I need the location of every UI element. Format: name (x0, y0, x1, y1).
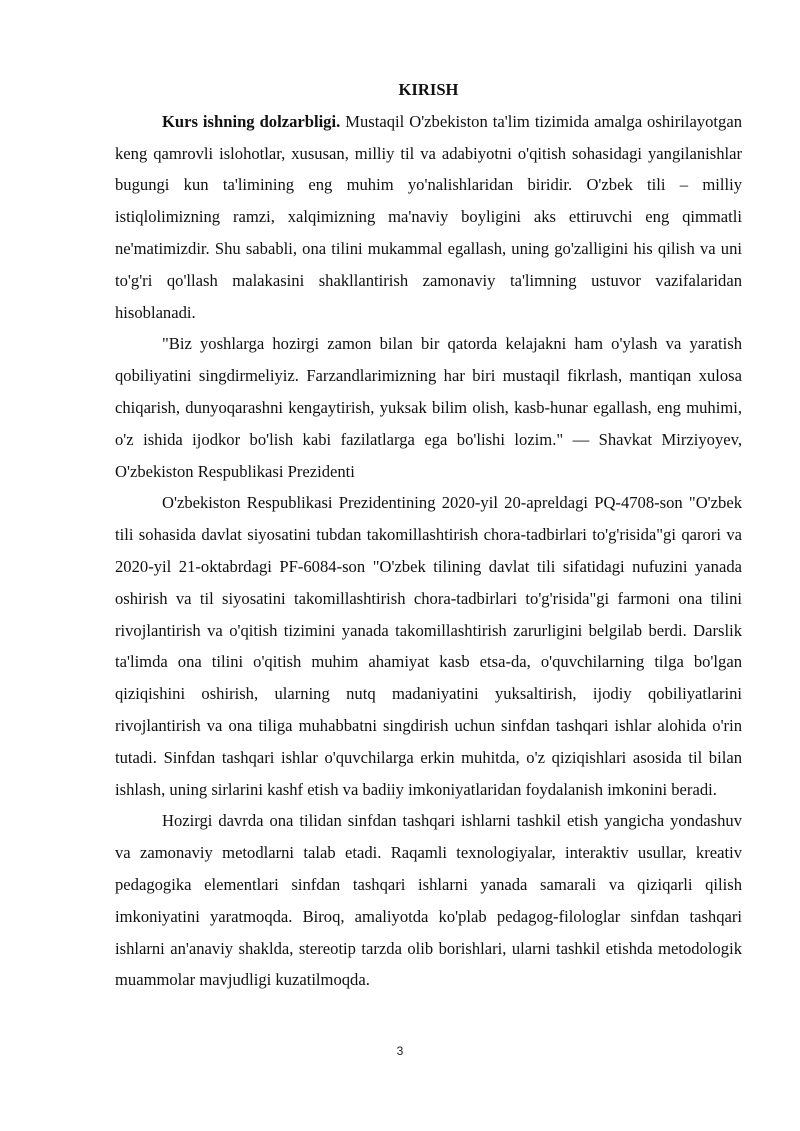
page-content (115, 74, 742, 996)
paragraph-decrees: O'zbekiston Respublikasi Prezidentining 2020-yil 20-apreldagi PQ-4708-son "O'zbek tili sohasida davlat siyosatini tubdan takomillashtirish chora-tadbirlari to'g'risida"gi qarori va 2020-yil 21-oktabrdagi PF-6084-son "O'zbek tilining davlat tili sifatidagi nufuzini yanada oshirish va til siyosatini takomillashtirish chora-tadbirlari to'g'risida"gi farmoni ona tilini rivojlantirish va o'qitish tizimini yanada takomillashtirish zarurligini belgilab berdi. Darslik ta'limda ona tilini o'qitish muhim ahamiyat kasb etsa-da, o'quvchilarning tilga bo'lgan qiziqishini oshirish, ularning nutq madaniyatini yuksaltirish, ijodiy qobiliyatlarini rivojlantirish va ona tiliga muhabbatni singdirish uchun sinfdan tashqari ishlar alohida o'rin tutadi. Sinfdan tashqari ishlar o'quvchilarga erkin muhitda, o'z qiziqishlari asosida til bilan ishlash, uning sirlarini kashf etish va badiiy imkoniyatlaridan foydalanish imkonini beradi. (115, 493, 742, 799)
paragraph-modern-approach: Hozirgi davrda ona tilidan sinfdan tashqari ishlarni tashkil etish yangicha yondashuv va zamonaviy metodlarni talab etadi. Raqamli texnologiyalar, interaktiv usullar, kreativ pedagogika elementlari sinfdan tashqari ishlarni yanada samarali va qiziqarli qilish imkoniyatini yaratmoqda. Biroq, amaliyotda ko'plab pedagog-filologlar sinfdan tashqari ishlarni an'anaviy shaklda, stereotip tarzda olib borishlari, ularni tashkil etishda metodologik muammolar mavjudligi kuzatilmoqda. (115, 811, 742, 990)
paragraph-relevance (115, 106, 742, 329)
paragraph-lead: Kurs ishning dolzarbligi. (162, 111, 341, 131)
page-number: 3 (396, 1044, 404, 1058)
paragraph-text: Mustaqil O'zbekiston ta'lim tizimida amalga oshirilayotgan keng qamrovli islohotlar, xususan, milliy til va adabiyotni o'qitish sohasidagi yangilanishlar bugungi kun ta'limining eng muhim yo'nalishlaridan biridir. O'zbek tili – milliy istiqlolimizning ramzi, xalqimizning ma'naviy boyligini aks ettiruvchi eng qimmatli ne'matimizdir. Shu sababli, ona tilini mukammal egallash, uning go'zalligini his qilish va uni to'g'ri qo'llash malakasini shakllantirish zamonaviy ta'limning ustuvor vazifalaridan hisoblanadi. (115, 111, 742, 322)
section-heading: KIRISH (398, 80, 459, 99)
paragraph-quote: "Biz yoshlarga hozirgi zamon bilan bir qatorda kelajakni ham o'ylash va yaratish qobiliyatini singdirmeliyiz. Farzandlarimizning har biri mustaqil fikrlash, mantiqan xulosa chiqarish, dunyoqarashni kengaytirish, yuksak bilim olish, kasb-hunar egallash, eng muhimi, o'z ishida ijodkor bo'lish kabi fazilatlarga ega bo'lishi lozim." — Shavkat Mirziyoyev, O'zbekiston Respublikasi Prezidenti (115, 334, 742, 481)
